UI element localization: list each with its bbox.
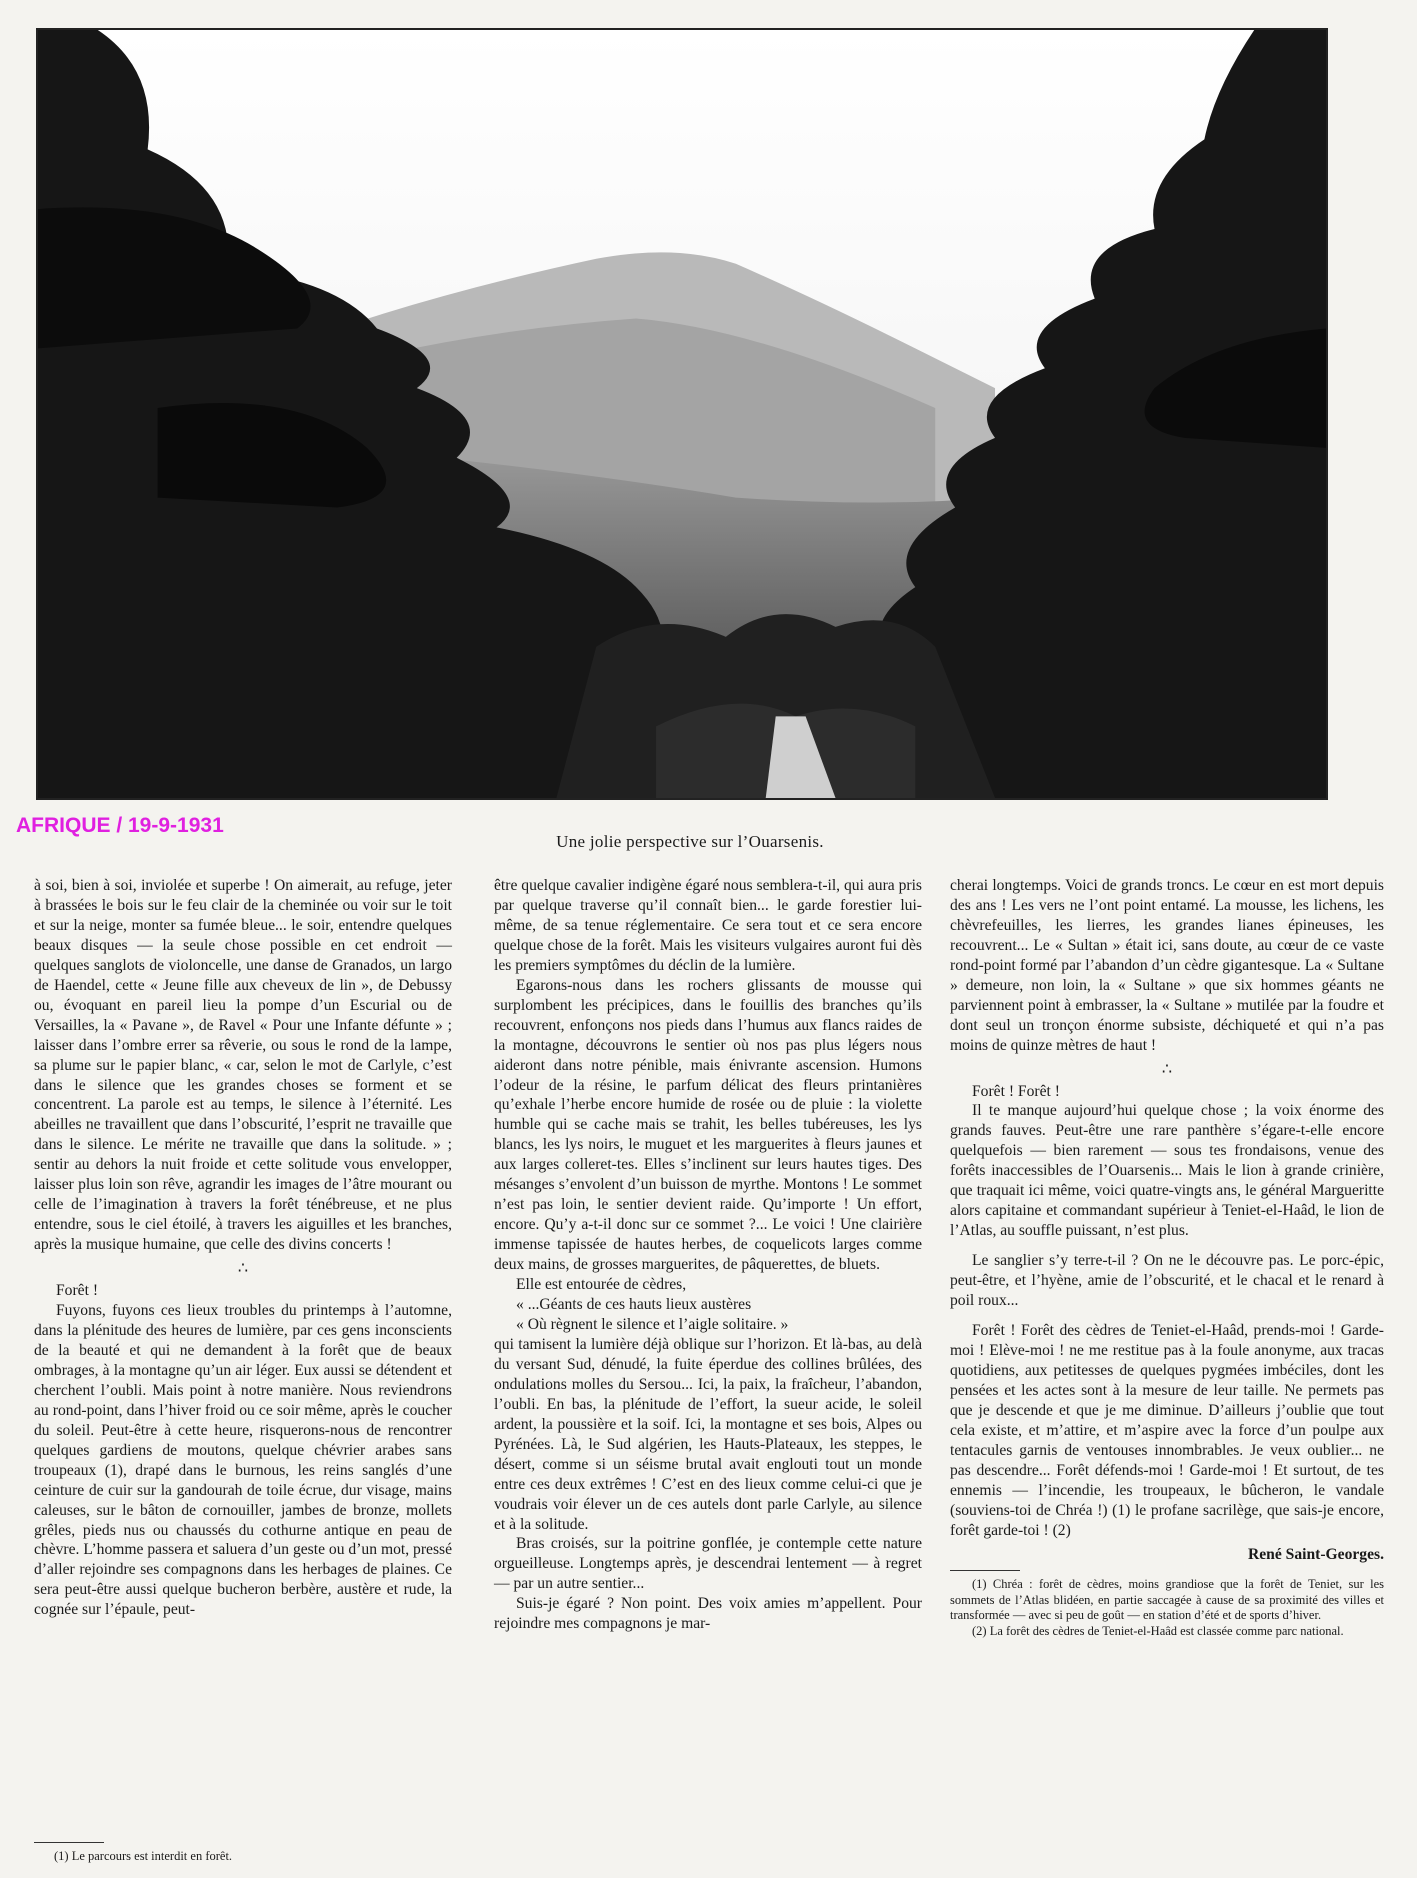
verse-line: « Où règnent le silence et l’aigle solitaire. » <box>516 1315 789 1333</box>
section-separator: ∴ <box>237 1260 249 1278</box>
paragraph: Il te manque aujourd’hui quelque chose ; la voix énorme des grands fauves. Peut-être une rare panthère s’égare-t-elle encore quelquefois — bien rarement — sous tes frondaisons, venue des forêts inaccessibles de l’Ouarsenis... Mais le lion à grande crinière, que traquait ici même, voici quatre-vingts ans, le général Margueritte alors capitaine et commandant supérieur à Teniet-el-Haâd, le lion de l’Atlas, au souffle puissant, n’est plus. <box>950 1102 1384 1240</box>
footnote: (1) Chréa : forêt de cèdres, moins grandiose que la forêt de Teniet, sur les sommets de l’Atlas blidéen, en partie saccagée à cause de sa proximité des villes et transformée — avec si peu de goût — en station d’été et de sports d’hiver. <box>950 1577 1384 1623</box>
footnote: (2) La forêt des cèdres de Teniet-el-Haâd est classée comme parc national. <box>972 1623 1344 1638</box>
paragraph: Egarons-nous dans les rochers glissants de mousse qui surplombent les précipices, dans le fouillis des branches qu’ils recouvrent, enfonçons nos pieds dans l’humus aux flancs raides de la montagne, découvrons le sentier où nos pas plus légers nous aideront dans notre pénible, mais énivrante ascension. Humons l’odeur de la résine, le parfum délicat des fleurs printanières qu’exhale l’herbe encore humide de rosée ou de pluie : la violette humble qui se cache mais se trahit, les belles tubéreuses, les lys blancs, les lys noirs, le muguet et les marguerites à fleurs jaunes et aux larges colleret-tes. Elles s’inclinent sur leurs hautes tiges. Des mésanges s’envolent d’un buisson de myrthe. Montons ! Le sommet n’est pas loin, le sentier devient raide. Qu’importe ! Un effort, encore. Qu’y a-t-il donc sur ce sommet ?... Le voici ! Une clairière immense tapissée de hautes herbes, de coquelicots larges comme deux mains, de grosses marguerites, de pâquerettes, de bluets. <box>494 976 922 1274</box>
paragraph: Elle est entourée de cèdres, <box>516 1276 687 1294</box>
paragraph: à soi, bien à soi, inviolée et superbe ! On aimerait, au refuge, jeter à brassées le bois sur le feu clair de la cheminée ou voir sur le toit et sur la neige, monter sa fumée bleue... le soir, entendre quelques beaux disques — la seule chose possible en cet endroit — quelques sanglots de violoncelle, une danse de Granados, un largo de Haendel, cette « Jeune fille aux cheveux de lin », de Debussy ou, évoquant en pareil lieu la pompe d’un Escurial ou de Versailles, la « Pavane », de Ravel « Pour une Infante défunte » ; laisser dans l’ombre errer sa rêverie, ou sous le rond de la lampe, sa plume sur le papier blanc, « car, selon le mot de Carlyle, c’est dans le silence que les grandes choses se forment et se concentrent. La parole est au temps, le silence à l’éternité. Les abeilles ne travaillent que dans l’obscurité, l’esprit ne travaille que dans le silence. Le mérite ne travaille que dans la solitude. » ; sentir au dehors la nuit froide et cette solitude vous envelopper, laisser plus loin son rêve, agrandir les images de l’âtre mourant ou celle de l’imagination à travers la forêt ténébreuse, et ne plus entendre, sous le ciel étoilé, à travers les aiguilles et les branches, après la musique humaine, que celle des divins concerts ! <box>34 877 452 1254</box>
column-1 <box>34 876 452 1620</box>
column-2 <box>494 876 922 1634</box>
section-separator: ∴ <box>1161 1060 1173 1078</box>
footnote-rule <box>34 1842 104 1843</box>
paragraph: Suis-je égaré ? Non point. Des voix amies m’appellent. Pour rejoindre mes compagnons je mar- <box>494 1595 922 1633</box>
paragraph: Fuyons, fuyons ces lieux troubles du printemps à l’automne, dans la plénitude des heures de lumière, par ces gens inconscients de la beauté et qui ne demandent à la forêt que de beaux ombrages, à la montagne qu’un air léger. Eux aussi se détendent et cherchent l’oubli. Mais point à notre manière. Nous reviendrons au rond-point, dans l’hiver froid ou ce soir même, après le coucher du soleil. Peut-être à cette heure, risquerons-nous de rencontrer quelques gardiens de moutons, quelque chévrier arabes sans troupeaux (1), drapé dans le burnous, les reins sanglés d’une ceinture de cuir sur la gandourah de toile écrue, dur visage, mains caleuses, sur le bâton de cornouiller, jambes de bronze, mollets grêles, pieds nus ou chaussés du cothurne antique en peau de chèvre. L’homme passera et saluera d’un geste ou d’un mot, pressé d’aller rejoindre ses compagnons dans les herbages de plaines. Ce sera peut-être aussi quelque bucheron berbère, austère et rude, la cognée sur l’épaule, peut- <box>34 1302 452 1619</box>
paragraph: Forêt ! <box>56 1282 99 1300</box>
paragraph: Forêt ! Forêt ! <box>972 1082 1060 1100</box>
column-3 <box>950 876 1384 1639</box>
footnote-rule <box>950 1570 1020 1571</box>
paragraph: Bras croisés, sur la poitrine gonflée, je contemple cette nature orgueilleuse. Longtemps après, je descendrai lentement — à regret — par un autre sentier... <box>494 1535 922 1593</box>
paragraph: cherai longtemps. Voici de grands troncs. Le cœur en est mort depuis des ans ! Les vers ne l’ont point entamé. La mousse, les lichens, les chèvrefeuilles, les lierres, les grandes lianes épineuses, les recouvrent... Le « Sultan » était ici, sans doute, au cœur de ce vaste rond-point formé par l’abandon d’un cèdre gigantesque. La « Sultane » demeure, non loin, la « Sultane » que six hommes géants ne parviennent point à embrasser, la « Sultane » mutilée par la foudre et dont seul un tronçon énorme subsiste, déchiqueté et qui n’a pas moins de quinze mètres de haut ! <box>950 877 1384 1054</box>
footnote: (1) Le parcours est interdit en forêt. <box>54 1849 233 1863</box>
verse-line: « ...Géants de ces hauts lieux austères <box>516 1296 752 1314</box>
paragraph: Le sanglier s’y terre-t-il ? On ne le découvre pas. Le porc-épic, peut-être, et l’hyène, amie de l’obscurité, et le chacal et le renard à poil roux... <box>950 1252 1384 1310</box>
paragraph: Forêt ! Forêt des cèdres de Teniet-el-Haâd, prends-moi ! Garde-moi ! Elève-moi ! ne me restitue pas à la foule anonyme, aux tracas quotidiens, aux petitesses de quelques pygmées imbéciles, dont les pensées et les actes sont à la mesure de leur taille. Ne permets pas que je descende et que je me diminue. D’ailleurs j’oublie que tout cela existe, et m’attire, et m’aspire avec la force d’un poulpe aux tentacules garnis de ventouses innombrables. Je veux oublier... ne pas descendre... Forêt défends-moi ! Garde-moi ! Et surtout, de tes ennemis — l’incendie, les troupeaux, le bûcheron, le vandale (souviens-toi de Chréa !) (1) le profane sacrilège, que sais-je encore, forêt garde-toi ! (2) <box>950 1322 1384 1539</box>
paragraph: être quelque cavalier indigène égaré nous semblera-t-il, qui aura pris par quelque traverse qu’il connaît bien... le garde forestier lui-même, de sa tenue réglementaire. Ce sera tout et ce sera encore quelque chose de la forêt. Mais les visiteurs vulgaires auront fui dès les premiers symptômes du déclin de la lumière. <box>494 877 922 974</box>
forest-photograph <box>36 28 1328 800</box>
photo-caption: Une jolie perspective sur l’Ouarsenis. <box>556 832 824 851</box>
author-signature: René Saint-Georges. <box>1248 1545 1384 1563</box>
paragraph: qui tamisent la lumière déjà oblique sur l’horizon. Et là-bas, au delà du versant Sud, dénudé, la fuite éperdue des collines brûlées, des ondulations molles du Sersou... Ici, la paix, la fraîcheur, l’abandon, l’oubli. En bas, la plénitude de l’effort, la sueur acide, le soleil ardent, la poussière et la soif. Ici, la montagne et ses bois, Alpes ou Pyrénées. Là, le Sud algérien, les Hauts-Plateaux, les steppes, le désert, comme si un séisme brutal avait englouti tout un monde entre ces deux extrêmes ! C’est en des lieux comme celui-ci que je voudrais voir élever un de ces autels dont parle Carlyle, au silence et à la solitude. <box>494 1335 922 1533</box>
source-tag: AFRIQUE / 19-9-1931 <box>16 814 224 837</box>
footnote-block <box>34 1842 452 1864</box>
